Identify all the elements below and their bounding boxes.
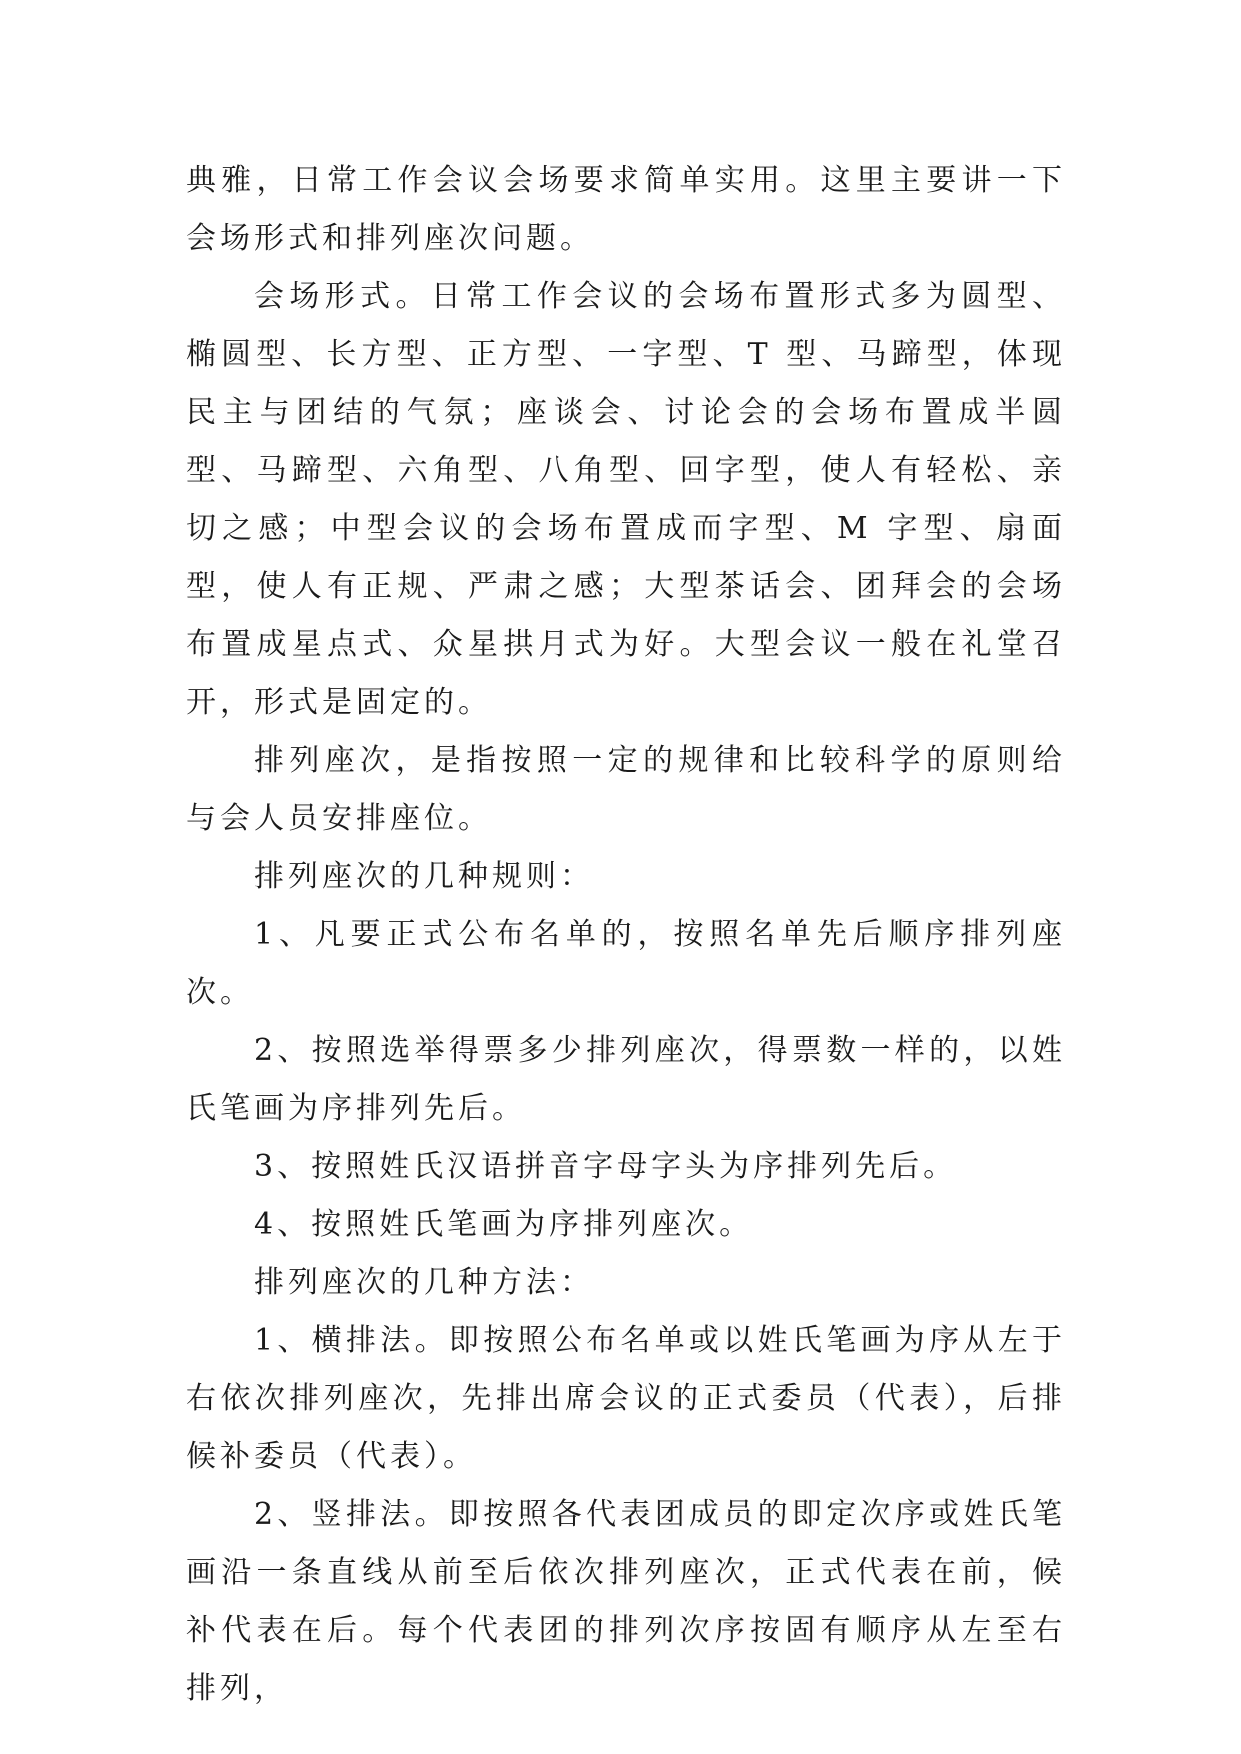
paragraph-rule-3: 3、按照姓氏汉语拼音字母字头为序排列先后。 [254, 1149, 958, 1184]
paragraph-methods-heading: 排列座次的几种方法： [254, 1265, 594, 1300]
paragraph-intro-continuation: 典雅，日常工作会议会场要求简单实用。这里主要讲一下会场形式和排列座次问题。 [186, 163, 1066, 256]
paragraph-method-2: 2、竖排法。即按照各代表团成员的即定次序或姓氏笔画沿一条直线从前至后依次排列座次，正式代表在前，候补代表在后。每个代表团的排列次序按固有顺序从左至右排列， [186, 1497, 1066, 1706]
paragraph-method-1: 1、横排法。即按照公布名单或以姓氏笔画为序从左于右依次排列座次，先排出席会议的正式委员（代表），后排候补委员（代表）。 [186, 1323, 1066, 1474]
paragraph-rules-heading: 排列座次的几种规则： [254, 859, 594, 894]
paragraph-rule-2: 2、按照选举得票多少排列座次，得票数一样的，以姓氏笔画为序排列先后。 [186, 1033, 1066, 1126]
paragraph-seating-definition: 排列座次，是指按照一定的规律和比较科学的原则给与会人员安排座位。 [186, 743, 1066, 836]
paragraph-rule-1: 1、凡要正式公布名单的，按照名单先后顺序排列座次。 [186, 917, 1066, 1010]
paragraph-venue-forms: 会场形式。日常工作会议的会场布置形式多为圆型、椭圆型、长方型、正方型、一字型、T 型、马蹄型，体现民主与团结的气氛；座谈会、讨论会的会场布置成半圆型、马蹄型、六角型、八角型、回字型，使人有轻松、亲切之感；中型会议的会场布置成而字型、M 字型、扇面型，使人有正规、严肃之感；大型茶话会、团拜会的会场布置成星点式、众星拱月式为好。大型会议一般在礼堂召开，形式是固定的。 [186, 279, 1066, 720]
paragraph-rule-4: 4、按照姓氏笔画为序排列座次。 [254, 1207, 754, 1242]
document-body [186, 152, 1066, 1718]
